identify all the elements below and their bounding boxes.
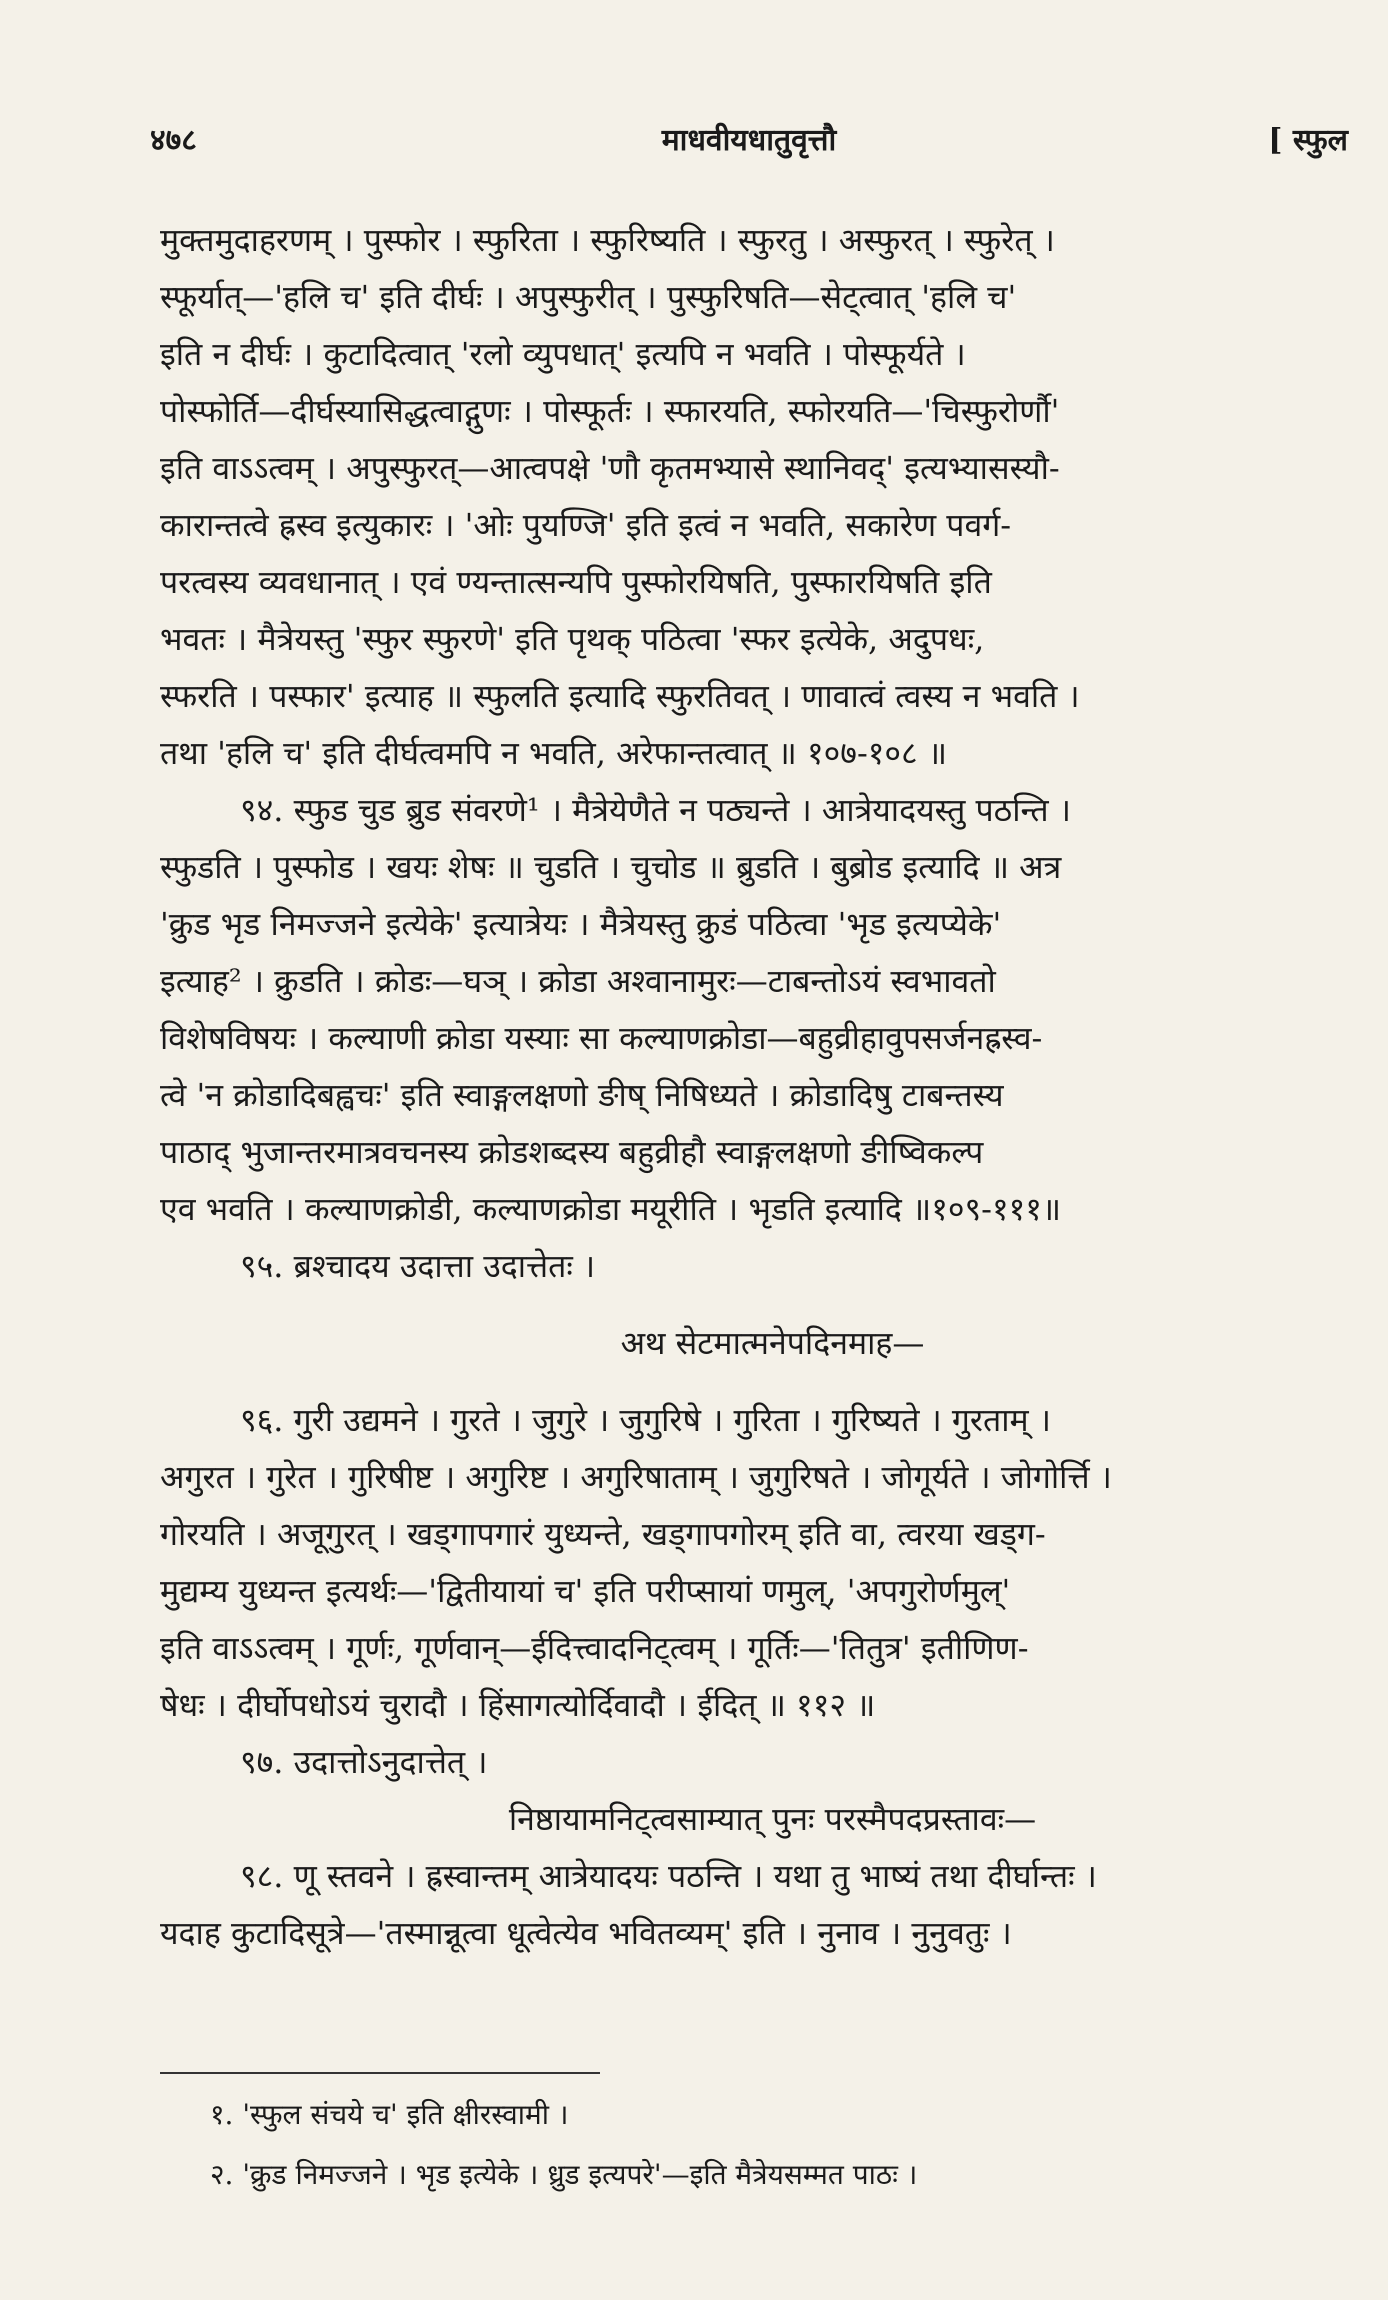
text-line: यदाह कुटादिसूत्रे—'तस्मान्नूत्वा धूत्वेत्येव भवितव्यम्' इति । नुनाव । नुनुवतुः ।	[160, 1914, 1012, 1952]
text-line: इति वाऽऽत्वम् । अपुस्फुरत्—आत्वपक्षे 'णौ कृतमभ्यासे स्थानिवद्' इत्यभ्यासस्यौ-	[160, 449, 1060, 487]
page-header	[150, 118, 1348, 168]
text-line: गोरयति । अजूगुरत् । खड्गापगारं युध्यन्ते, खड्गापगोरम् इति वा, त्वरया खड्ग-	[160, 1515, 1046, 1553]
running-head: [ स्फुल	[1268, 123, 1348, 158]
text-line: स्फरति । पस्फार' इत्याह ॥ स्फुलति इत्यादि स्फुरतिवत् । णावात्वं त्वस्य न भवति ।	[160, 677, 1080, 715]
text-line: एव भवति । कल्याणक्रोडी, कल्याणक्रोडा मयूरीति । भृडति इत्यादि ॥१०९-१११॥	[160, 1190, 1062, 1228]
text-line: तथा 'हलि च' इति दीर्घत्वमपि न भवति, अरेफान्तत्वात् ॥ १०७-१०८ ॥	[160, 734, 948, 772]
text-line: इति न दीर्घः । कुटादित्वात् 'रलो व्युपधात्' इत्यपि न भवति । पोस्फूर्यते ।	[160, 335, 966, 373]
book-title: माधवीयधातुवृत्तौ	[661, 123, 837, 158]
page-number: ४७८	[150, 123, 197, 158]
text-line: षेधः । दीर्घोपधोऽयं चुरादौ । हिंसागत्योर्दिवादौ । ईदित् ॥ ११२ ॥	[160, 1686, 876, 1724]
text-line: इत्याह² । क्रुडति । क्रोडः—घञ् । क्रोडा अश्वानामुरः—टाबन्तोऽयं स्वभावतो	[160, 962, 996, 1000]
text-line: भवतः । मैत्रेयस्तु 'स्फुर स्फुरणे' इति पृथक् पठित्वा 'स्फर इत्येके, अदुपधः,	[160, 620, 985, 658]
footnote: २. 'क्रुड निमज्जने । भृड इत्येके । ध्रुड इत्यपरे'—इति मैत्रेयसम्मत पाठः ।	[210, 2158, 918, 2191]
sutra-line: ९५. ब्रश्चादय उदात्ता उदात्तेतः ।	[240, 1247, 596, 1285]
text-line: परत्वस्य व्यवधानात् । एवं ण्यन्तात्सन्यपि पुस्फोरयिषति, पुस्फारयिषति इति	[160, 563, 992, 601]
footnote-divider	[160, 2072, 600, 2074]
text-line: विशेषविषयः । कल्याणी क्रोडा यस्याः सा कल्याणक्रोडा—बहुव्रीहावुपसर्जनह्रस्व-	[160, 1019, 1043, 1057]
text-line: स्फूर्यात्—'हलि च' इति दीर्घः । अपुस्फुरीत् । पुस्फुरिषति—सेट्त्वात् 'हलि च'	[160, 278, 1017, 316]
sutra-line: ९८. णू स्तवने । ह्रस्वान्तम् आत्रेयादयः पठन्ति । यथा तु भाष्यं तथा दीर्घान्तः ।	[240, 1857, 1097, 1895]
text-line: 'क्रुड भृड निमज्जने इत्येके' इत्यात्रेयः । मैत्रेयस्तु क्रुडं पठित्वा 'भृड इत्यप्येके'	[160, 905, 1002, 943]
text-line: त्वे 'न क्रोडादिबह्वचः' इति स्वाङ्गलक्षणो ङीष् निषिध्यते । क्रोडादिषु टाबन्तस्य	[160, 1076, 1004, 1114]
section-heading: निष्ठायामनिट्त्वसाम्यात् पुनः परस्मैपदप्रस्तावः—	[508, 1800, 1037, 1838]
text-line: मुद्यम्य युध्यन्त इत्यर्थः—'द्वितीयायां च' इति परीप्सायां णमुल्, 'अपगुरोर्णमुल्'	[160, 1572, 1011, 1610]
text-line: अगुरत । गुरेत । गुरिषीष्ट । अगुरिष्ट । अगुरिषाताम् । जुगुरिषते । जोगूर्यते । जोगोर्त्ति ।	[160, 1458, 1112, 1496]
text-line: स्फुडति । पुस्फोड । खयः शेषः ॥ चुडति । चुचोड ॥ ब्रुडति । बुब्रोड इत्यादि ॥ अत्र	[160, 848, 1062, 886]
sutra-line: ९४. स्फुड चुड ब्रुड संवरणे¹ । मैत्रेयेणैते न पठ्यन्ते । आत्रेयादयस्तु पठन्ति ।	[240, 791, 1071, 829]
text-line: इति वाऽऽत्वम् । गूर्णः, गूर्णवान्—ईदित्त्वादनिट्त्वम् । गूर्तिः—'तितुत्र' इतीणिण-	[160, 1629, 1029, 1667]
section-heading: अथ सेटमात्मनेपदिनमाह—	[620, 1324, 925, 1362]
text-line: कारान्तत्वे ह्रस्व इत्युकारः । 'ओः पुयण्जि' इति इत्वं न भवति, सकारेण पवर्ग-	[160, 506, 1012, 544]
text-line: मुक्तमुदाहरणम् । पुस्फोर । स्फुरिता । स्फुरिष्यति । स्फुरतु । अस्फुरत् । स्फुरेत् ।	[160, 221, 1055, 259]
text-line: पोस्फोर्ति—दीर्घस्यासिद्धत्वाद्गुणः । पोस्फूर्तः । स्फारयति, स्फोरयति—'चिस्फुरोर्णौ'	[160, 392, 1060, 430]
main-text	[160, 212, 1385, 1962]
sutra-line: ९७. उदात्तोऽनुदात्तेत् ।	[240, 1743, 488, 1781]
text-line: पाठाद् भुजान्तरमात्रवचनस्य क्रोडशब्दस्य बहुव्रीहौ स्वाङ्गलक्षणो ङीष्विकल्प	[160, 1133, 984, 1171]
footnote: १. 'स्फुल संचये च' इति क्षीरस्वामी ।	[210, 2098, 569, 2131]
sutra-line: ९६. गुरी उद्यमने । गुरते । जुगुरे । जुगुरिषे । गुरिता । गुरिष्यते । गुरताम् ।	[240, 1401, 1051, 1439]
